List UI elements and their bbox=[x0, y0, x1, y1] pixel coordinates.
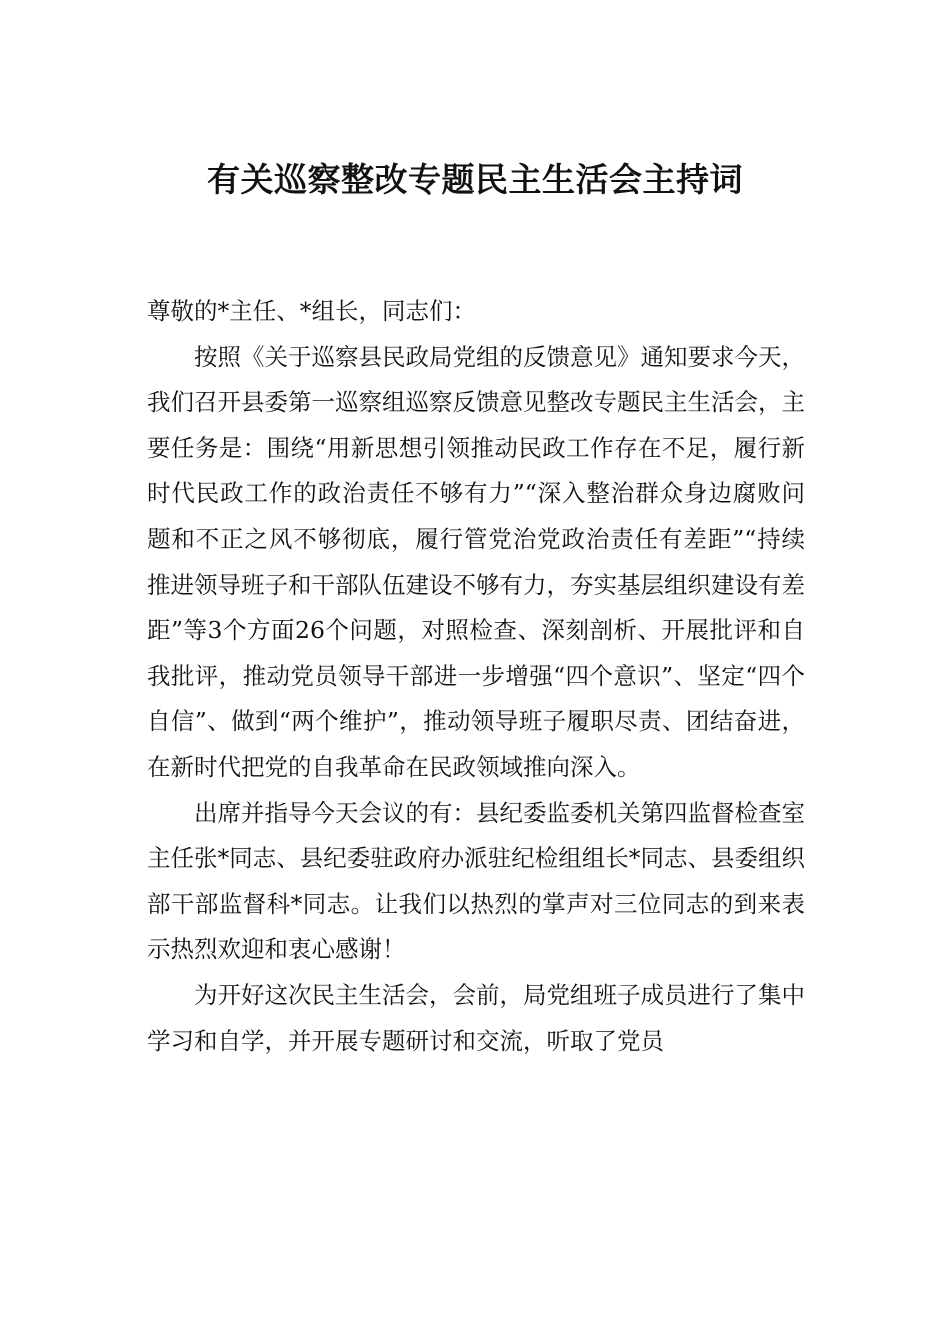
salutation: 尊敬的*主任、*组长，同志们： bbox=[147, 297, 476, 325]
document-body bbox=[147, 289, 805, 1064]
paragraph-preparation: 为开好这次民主生活会，会前，局党组班子成员进行了集中学习和自学，并开展专题研讨和交流，听取了党员 bbox=[147, 980, 805, 1055]
document-title: 有关巡察整改专题民主生活会主持词 bbox=[207, 160, 743, 199]
paragraph-attendees: 出席并指导今天会议的有：县纪委监委机关第四监督检查室主任张*同志、县纪委驻政府办派驻纪检组组长*同志、县委组织部干部监督科*同志。让我们以热烈的掌声对三位同志的到来表示热烈欢迎和衷心感谢！ bbox=[147, 798, 805, 964]
paragraph-meeting-purpose: 按照《关于巡察县民政局党组的反馈意见》通知要求今天，我们召开县委第一巡察组巡察反馈意见整改专题民主生活会，主要任务是：围绕“用新思想引领推动民政工作存在不足，履行新时代民政工作的政治责任不够有力”“深入整治群众身边腐败问题和不正之风不够彻底，履行管党治党政治责任有差距”“持续推进领导班子和干部队伍建设不够有力，夯实基层组织建设有差距”等3个方面26个问题，对照检查、深刻剖析、开展批评和自我批评，推动党员领导干部进一步增强“四个意识”、坚定“四个自信”、做到“两个维护”，推动领导班子履职尽责、团结奋进，在新时代把党的自我革命在民政领域推向深入。 bbox=[147, 342, 805, 781]
